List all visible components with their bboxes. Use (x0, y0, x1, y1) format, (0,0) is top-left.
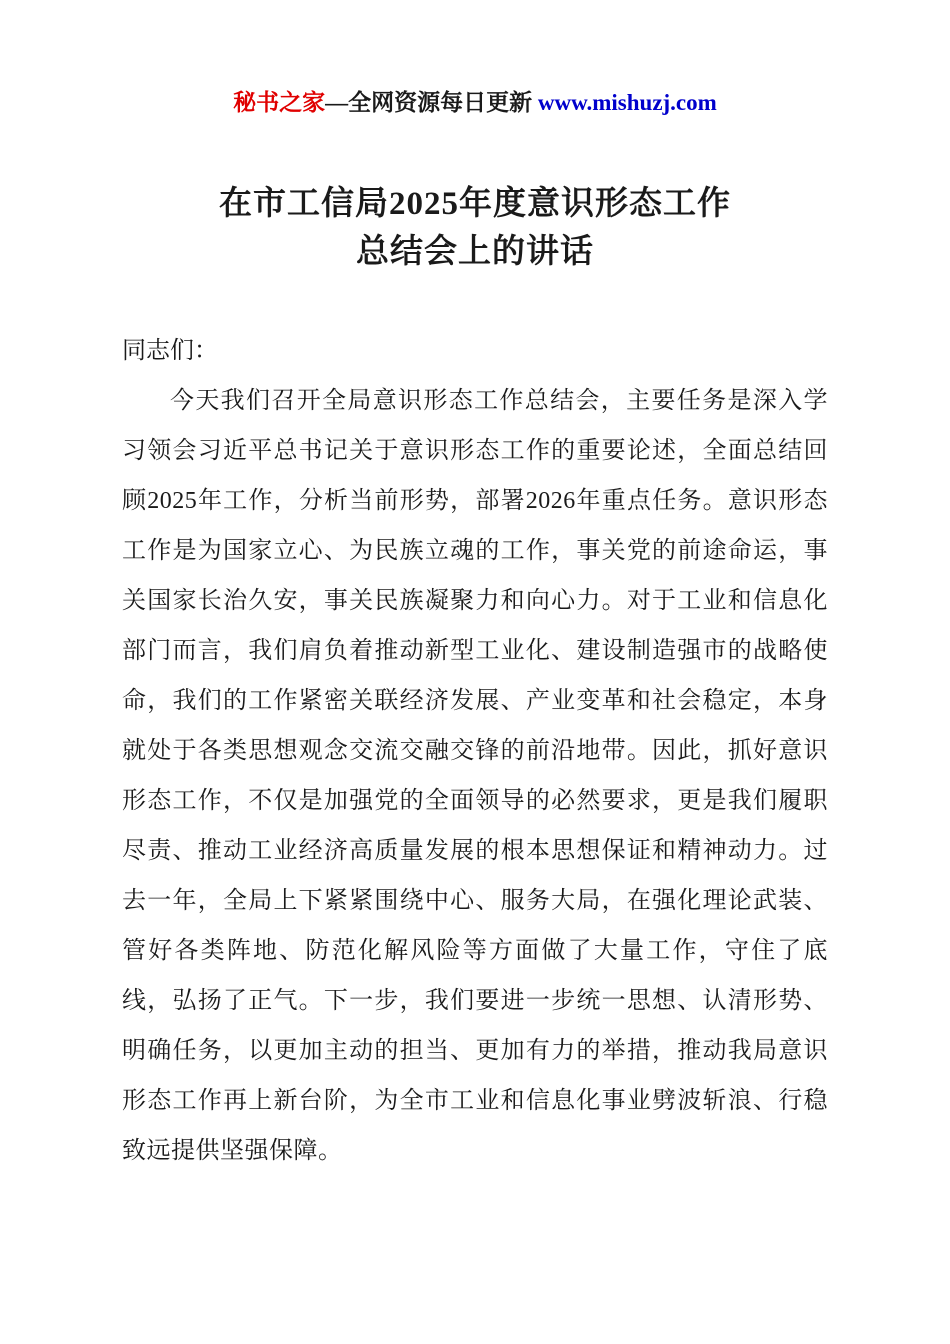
document-title (122, 180, 828, 276)
document-title-line-2: 总结会上的讲话 (356, 234, 594, 270)
site-header (122, 88, 828, 118)
site-brand: 秘书之家 (233, 90, 326, 115)
site-tagline: —全网资源每日更新 (325, 90, 538, 115)
site-url-link[interactable]: www.mishuzj.com (537, 90, 717, 115)
salutation: 同志们： (122, 338, 218, 364)
body-paragraph: 今天我们召开全局意识形态工作总结会，主要任务是深入学习领会习近平总书记关于意识形态工作的重要论述，全面总结回顾2025年工作，分析当前形势，部署2026年重点任务。意识形态工作是为国家立心、为民族立魂的工作，事关党的前途命运，事关国家长治久安，事关民族凝聚力和向心力。对于工业和信息化部门而言，我们肩负着推动新型工业化、建设制造强市的战略使命，我们的工作紧密关联经济发展、产业变革和社会稳定，本身就处于各类思想观念交流交融交锋的前沿地带。因此，抓好意识形态工作，不仅是加强党的全面领导的必然要求，更是我们履职尽责、推动工业经济高质量发展的根本思想保证和精神动力。过去一年，全局上下紧紧围绕中心、服务大局，在强化理论武装、管好各类阵地、防范化解风险等方面做了大量工作，守住了底线，弘扬了正气。下一步，我们要进一步统一思想、认清形势、明确任务，以更加主动的担当、更加有力的举措，推动我局意识形态工作再上新台阶，为全市工业和信息化事业劈波斩浪、行稳致远提供坚强保障。 (122, 388, 828, 1164)
document-title-line-1: 在市工信局2025年度意识形态工作 (219, 186, 731, 222)
